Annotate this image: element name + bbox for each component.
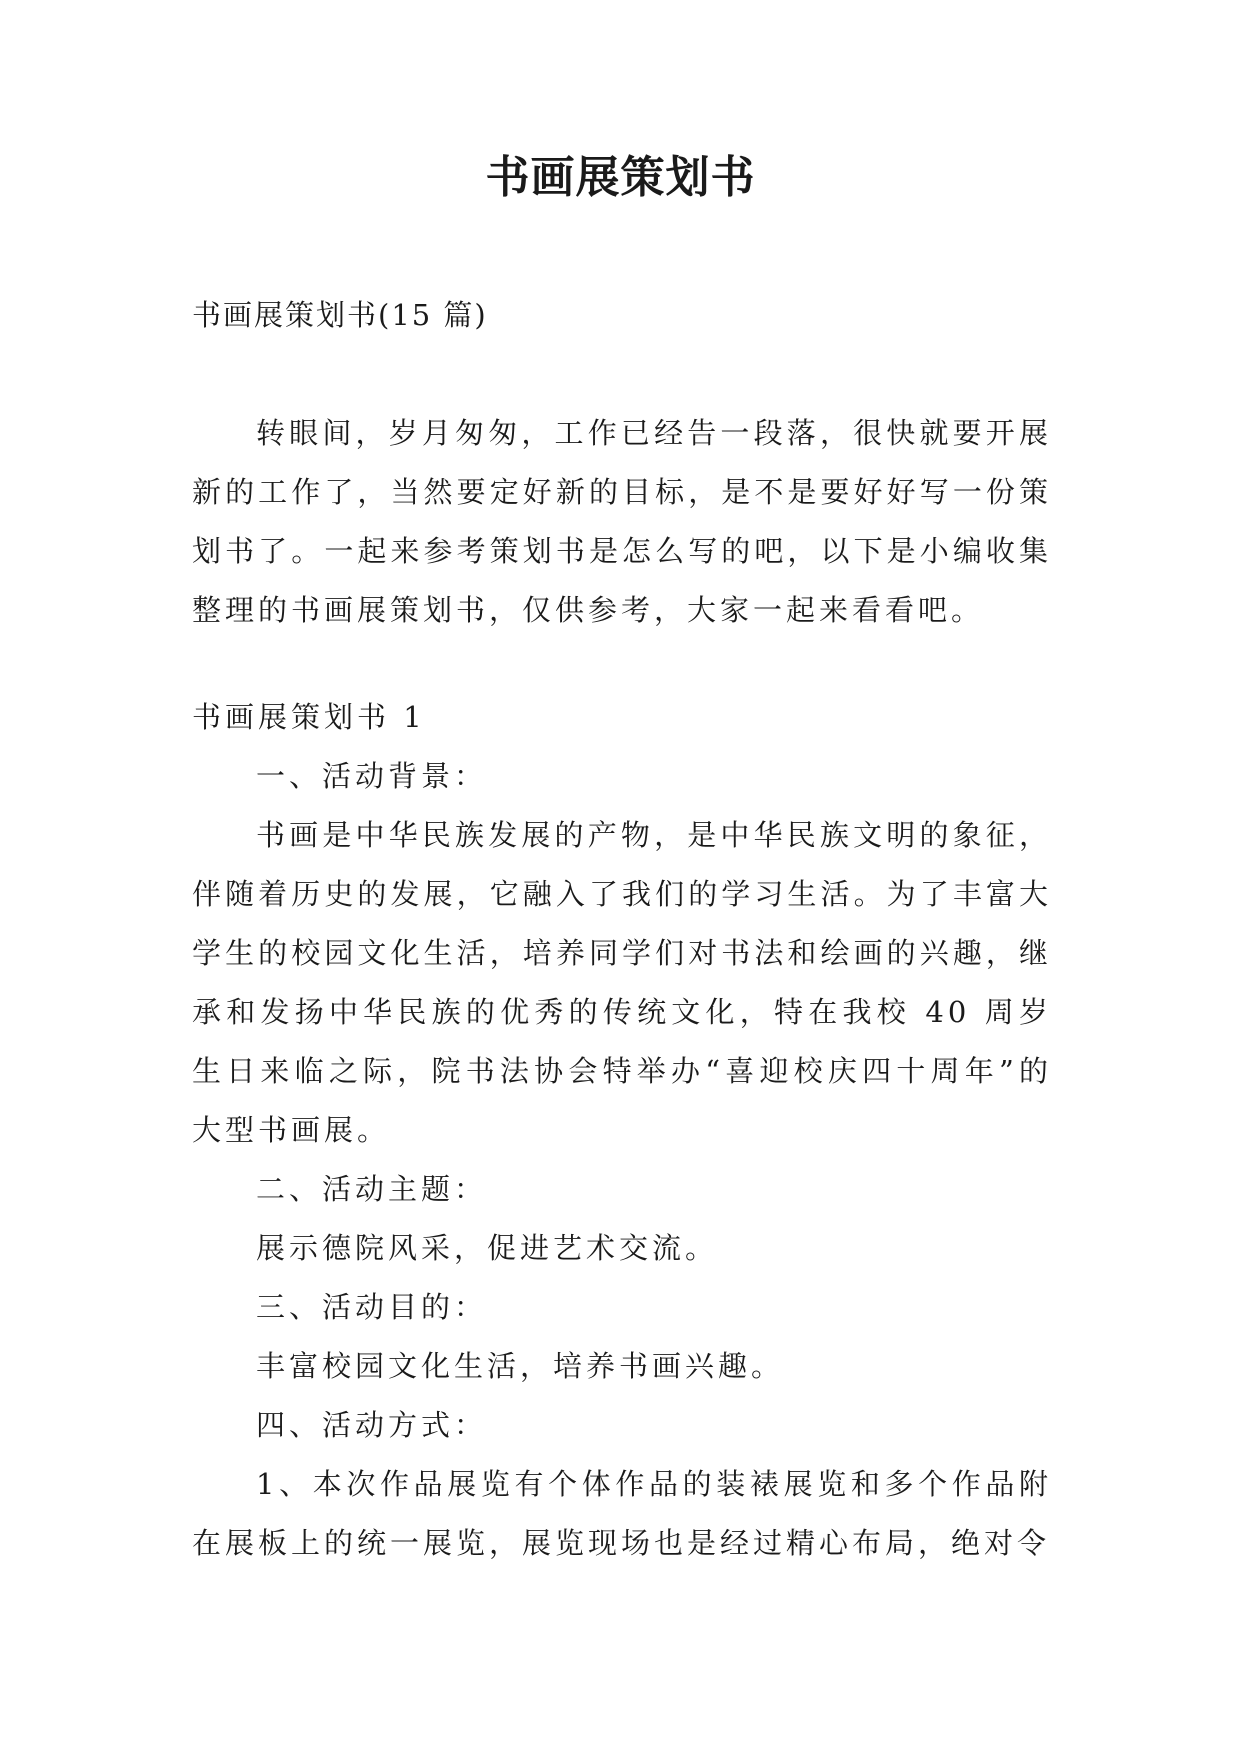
method-heading: 四、活动方式： [256,1408,488,1442]
method-item-1: 1、本次作品展览有个体作品的装裱展览和多个作品附在展板上的统一展览，展览现场也是经过精心布局，绝对令 [192,1467,1052,1560]
theme-heading: 二、活动主题： [256,1172,488,1206]
section-1-heading: 书画展策划书 1 [192,700,426,734]
document-title: 书画展策划书 [485,152,756,203]
background-paragraph: 书画是中华民族发展的产物，是中华民族文明的象征，伴随着历史的发展，它融入了我们的学习生活。为了丰富大学生的校园文化生活，培养同学们对书法和绘画的兴趣，继承和发扬中华民族的优秀的传统文化，特在我校 40 周岁生日来临之际，院书法协会特举办“喜迎校庆四十周年”的大型书画展。 [192,818,1052,1147]
intro-paragraph: 转眼间，岁月匆匆，工作已经告一段落，很快就要开展新的工作了，当然要定好新的目标，是不是要好好写一份策划书了。一起来参考策划书是怎么写的吧，以下是小编收集整理的书画展策划书，仅供参考，大家一起来看看吧。 [192,416,1052,627]
purpose-heading: 三、活动目的： [256,1290,488,1324]
theme-paragraph: 展示德院风采，促进艺术交流。 [256,1231,719,1265]
background-heading: 一、活动背景： [256,759,488,793]
intro-block [192,404,1052,640]
purpose-paragraph: 丰富校园文化生活，培养书画兴趣。 [256,1349,785,1383]
document-subtitle: 书画展策划书(15 篇) [192,298,488,332]
section-1 [192,688,1052,1573]
